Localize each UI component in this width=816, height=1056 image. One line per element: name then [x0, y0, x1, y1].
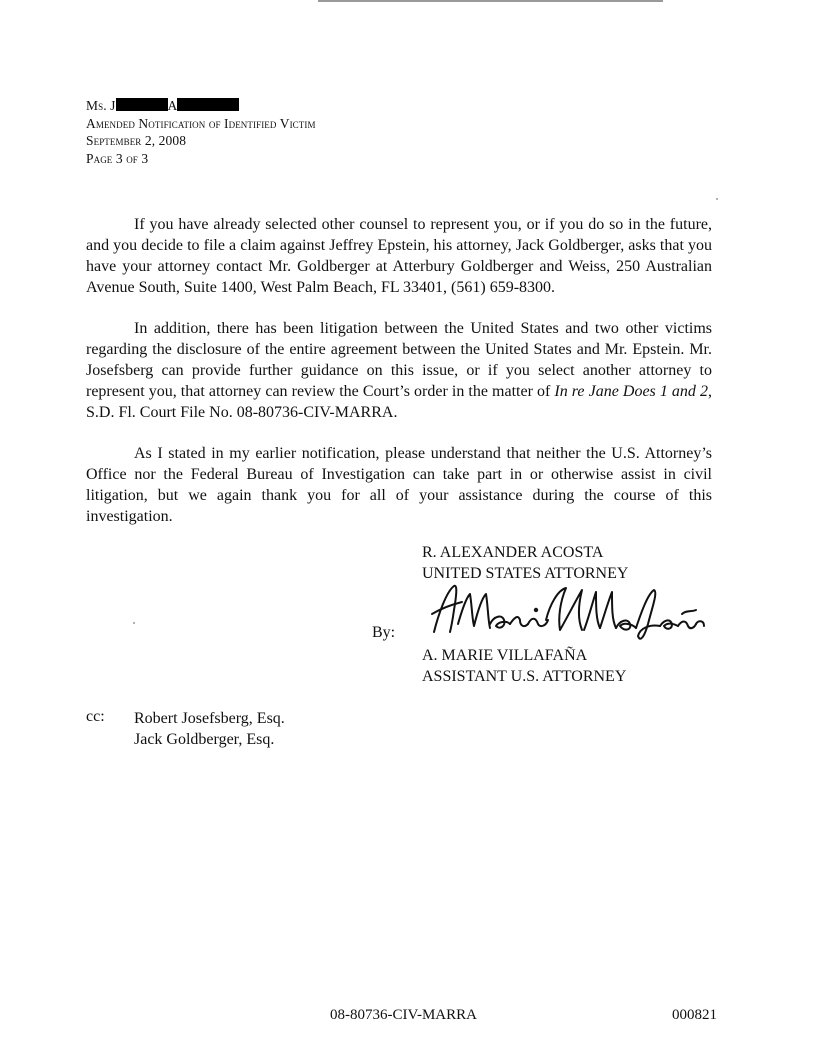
- footer-bates-number: 000821: [672, 1007, 717, 1023]
- us-attorney-name: R. ALEXANDER ACOSTA: [422, 544, 604, 561]
- assistant-attorney-name: A. MARIE VILLAFAÑA: [422, 647, 588, 664]
- date-line: September 2, 2008: [86, 133, 187, 148]
- page-number-line: Page 3 of 3: [86, 150, 149, 166]
- signatory-block: [422, 542, 628, 584]
- scan-speck: [133, 622, 135, 624]
- by-label: By:: [372, 624, 396, 641]
- us-attorney-title: UNITED STATES ATTORNEY: [422, 565, 629, 582]
- cc-list: [134, 708, 285, 750]
- recipient-line: [86, 97, 316, 115]
- assistant-attorney-title: ASSISTANT U.S. ATTORNEY: [422, 668, 627, 685]
- footer-case-number: 08-80736-CIV-MARRA: [330, 1007, 477, 1023]
- paragraph-counsel-contact: If you have already selected other counsel to represent you, or if you do so in the future, and you decide to file a claim against Jeffrey Epstein, his attorney, Jack Goldberger, asks that you have your attorney contact Mr. Goldberger at Atterbury Goldberger and Weiss, 250 Australian Avenue South, Suite 1400, West Palm Beach, FL 33401, (561) 659-8300.: [86, 216, 712, 296]
- assistant-attorney-block: [422, 645, 626, 687]
- paragraph-litigation: [86, 318, 712, 423]
- case-name: In re Jane Does 1 and 2: [554, 383, 708, 400]
- paragraph-litigation-text: In addition, there has been litigation between the United States and two other victims regarding the disclosure of the entire agreement between the United States and Mr. Epstein. Mr. Josefsberg can provide further guidance on this issue, or if you select another attorney to represent you, that attorney can review the Court’s order in the matter of: [86, 320, 712, 400]
- cc-label: cc:: [86, 708, 105, 725]
- paragraph-closing: As I stated in my earlier notification, please understand that neither the U.S. Attorney’s Office nor the Federal Bureau of Investigation can take part in or otherwise assist in civil litigation, but we again thank you for all of your assistance during the course of this investigation.: [86, 445, 712, 525]
- paragraph-litigation-tail: , S.D. Fl. Court File No. 08-80736-CIV-MARRA.: [86, 383, 712, 421]
- handwritten-signature: [428, 580, 708, 642]
- scan-top-edge-line: [318, 0, 663, 2]
- cc-recipient: Robert Josefsberg, Esq.: [134, 710, 285, 727]
- recipient-prefix: Ms. J: [86, 98, 116, 113]
- scan-speck: [716, 198, 718, 200]
- cc-recipient: Jack Goldberger, Esq.: [134, 731, 275, 748]
- letter-header: [86, 97, 316, 167]
- redaction-block: [116, 98, 168, 111]
- subject-line: Amended Notification of Identified Victim: [86, 115, 316, 131]
- redaction-block: [177, 98, 239, 111]
- recipient-initial: A: [167, 98, 178, 113]
